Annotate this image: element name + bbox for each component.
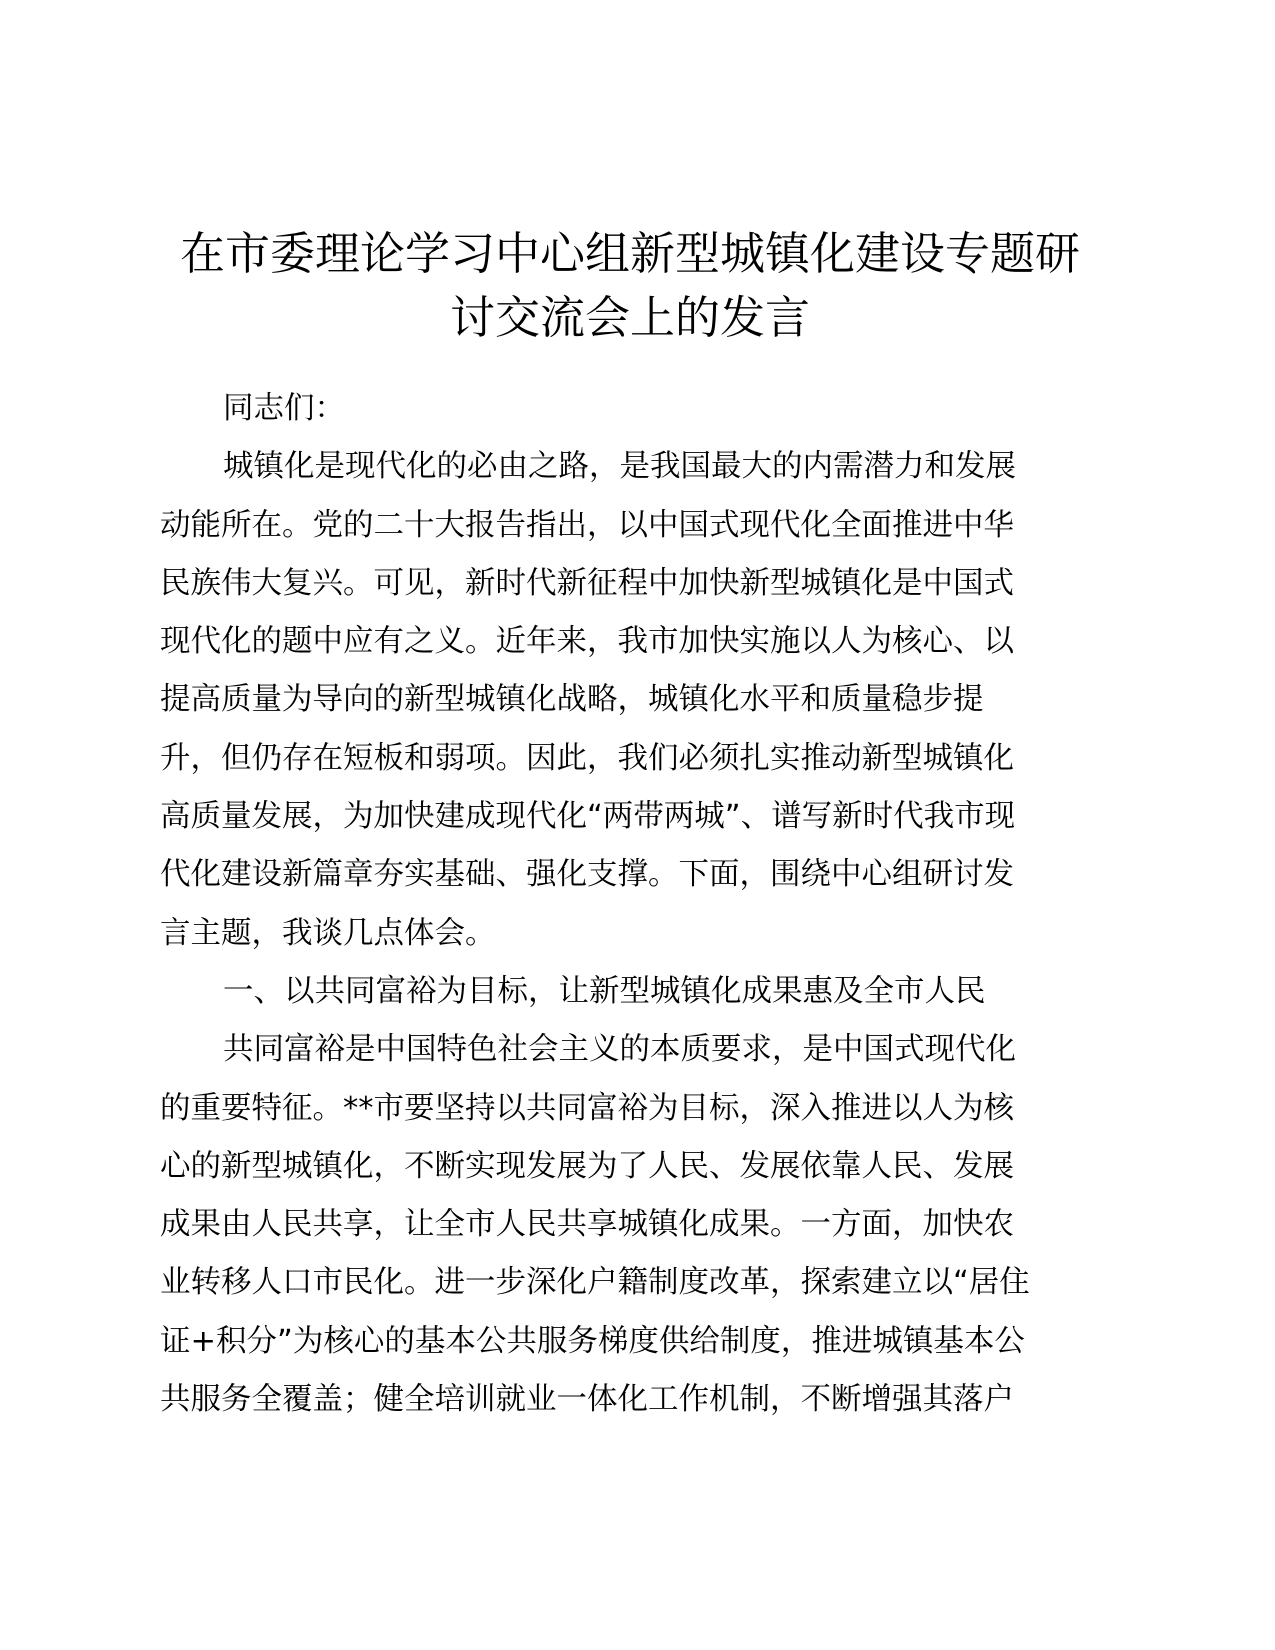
paragraph-line: 提高质量为导向的新型城镇化战略，城镇化水平和质量稳步提 [160, 682, 984, 718]
document-title [160, 222, 1100, 350]
paragraph-line: 证+积分”为核心的基本公共服务梯度供给制度，推进城镇基本公 [160, 1323, 1025, 1359]
salutation: 同志们： [223, 391, 345, 426]
section-heading: 一、以共同富裕为目标，让新型城镇化成果惠及全市人民 [223, 973, 986, 1009]
title-line-1: 在市委理论学习中心组新型城镇化建设专题研 [179, 227, 1080, 280]
paragraph-line: 言主题，我谈几点体会。 [160, 915, 496, 951]
paragraph-line: 共同富裕是中国特色社会主义的本质要求，是中国式现代化 [223, 1032, 1016, 1068]
paragraph-line: 升，但仍存在短板和弱项。因此，我们必须扎实推动新型城镇化 [160, 740, 1014, 776]
paragraph-line: 共服务全覆盖；健全培训就业一体化工作机制，不断增强其落户 [160, 1382, 1014, 1418]
paragraph-line: 城镇化是现代化的必由之路，是我国最大的内需潜力和发展 [223, 449, 1016, 485]
paragraph-line: 心的新型城镇化，不断实现发展为了人民、发展依靠人民、发展 [160, 1148, 1014, 1184]
paragraph-line: 业转移人口市民化。进一步深化户籍制度改革，探索建立以“居住 [160, 1265, 1030, 1301]
paragraph-line: 民族伟大复兴。可见，新时代新征程中加快新型城镇化是中国式 [160, 565, 1014, 601]
document-body [160, 380, 1120, 1429]
paragraph-line: 动能所在。党的二十大报告指出，以中国式现代化全面推进中华 [160, 507, 1014, 543]
paragraph-line: 高质量发展，为加快建成现代化“两带两城”、谱写新时代我市现 [160, 799, 1016, 835]
paragraph-line: 现代化的题中应有之义。近年来，我市加快实施以人为核心、以 [160, 624, 1014, 660]
paragraph-line: 的重要特征。**市要坚持以共同富裕为目标，深入推进以人为核 [160, 1090, 1014, 1126]
paragraph-line: 成果由人民共享，让全市人民共享城镇化成果。一方面，加快农 [160, 1207, 1014, 1243]
title-line-2: 讨交流会上的发言 [449, 291, 810, 344]
paragraph-line: 代化建设新篇章夯实基础、强化支撑。下面，围绕中心组研讨发 [160, 857, 1014, 893]
